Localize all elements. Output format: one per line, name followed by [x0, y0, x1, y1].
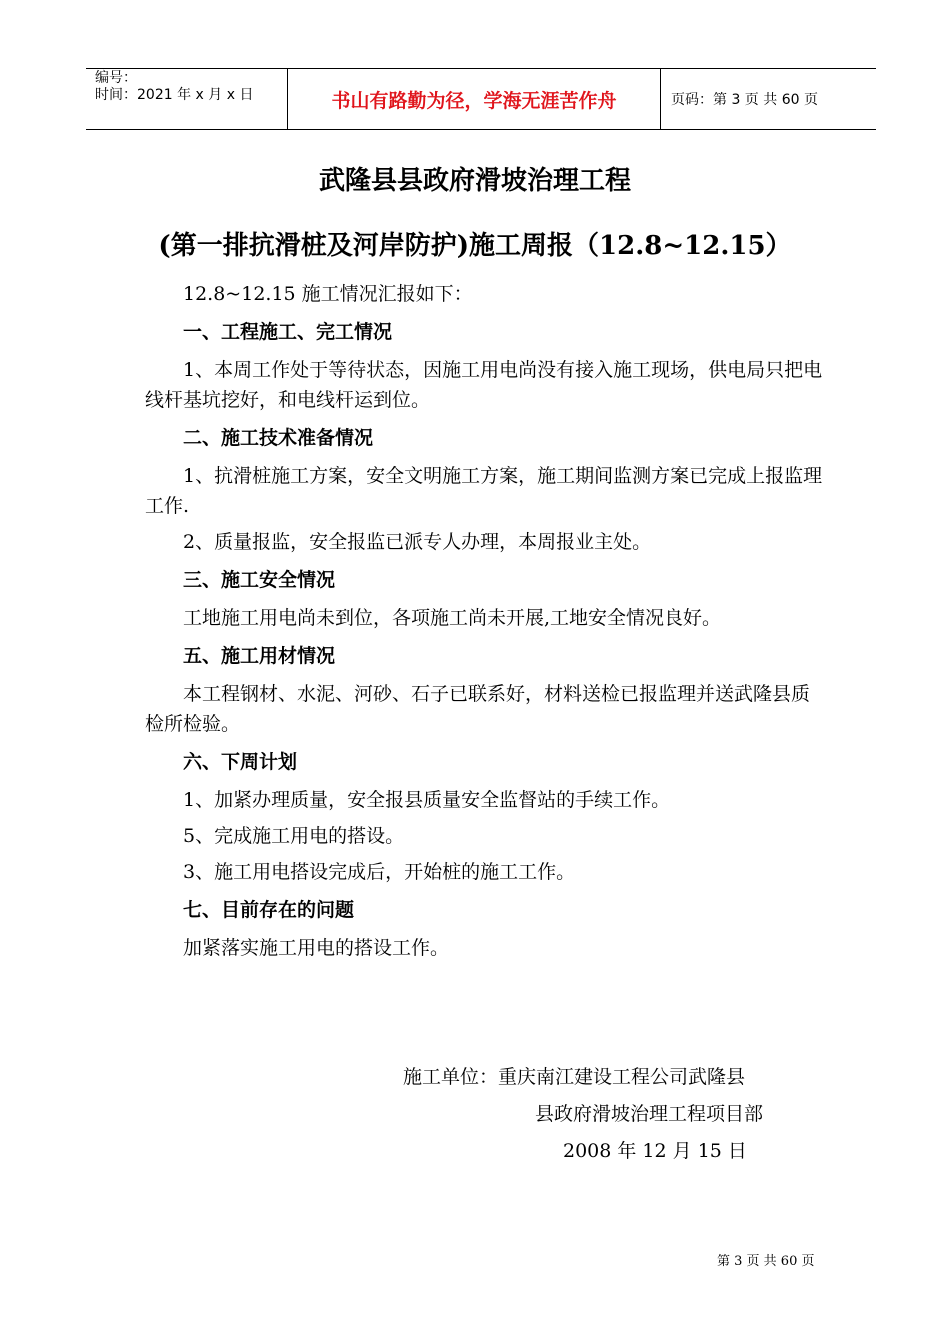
document-title: 武隆县县政府滑坡治理工程 — [318, 166, 631, 196]
section-paragraph: 1、加紧办理质量，安全报县质量安全监督站的手续工作。 — [183, 789, 671, 811]
id-label: 编号： — [95, 70, 137, 86]
signature-date: 2008 年 12 月 15 日 — [563, 1140, 747, 1162]
section-paragraph: 5、完成施工用电的搭设。 — [183, 825, 405, 847]
header-page-info: 页码：第 3 页 共 60 页 — [671, 92, 818, 108]
section-paragraph: 3、施工用电搭设完成后，开始桩的施工工作。 — [183, 861, 576, 883]
section-paragraph: 工地施工用电尚未到位，各项施工尚未开展,工地安全情况良好。 — [183, 607, 722, 629]
page-footer: 第 3 页 共 60 页 — [717, 1254, 815, 1269]
page-header — [86, 68, 876, 130]
section-paragraph: 1、本周工作处于等待状态，因施工用电尚没有接入施工现场，供电局只把电线杆基坑挖好，和电线杆运到位。 — [145, 359, 823, 411]
time-label: 时间：2021 年 x 月 x 日 — [95, 87, 254, 103]
header-meta — [86, 69, 288, 129]
signature-department: 县政府滑坡治理工程项目部 — [535, 1103, 764, 1125]
section-heading: 三、施工安全情况 — [183, 569, 336, 591]
section-heading: 五、施工用材情况 — [183, 645, 336, 667]
section-paragraph: 2、质量报监，安全报监已派专人办理，本周报业主处。 — [183, 531, 652, 553]
document-subtitle: (第一排抗滑桩及河岸防护)施工周报（12.8~12.15） — [158, 231, 792, 261]
report-body — [145, 273, 825, 969]
section-heading: 七、目前存在的问题 — [183, 899, 355, 921]
section-paragraph: 本工程钢材、水泥、河砂、石子已联系好，材料送检已报监理并送武隆县质检所检验。 — [145, 683, 811, 735]
section-heading: 二、施工技术准备情况 — [183, 427, 374, 449]
section-paragraph: 1、抗滑桩施工方案，安全文明施工方案，施工期间监测方案已完成上报监理工作. — [145, 465, 823, 517]
header-motto: 书山有路勤为径，学海无涯苦作舟 — [288, 69, 661, 129]
section-heading: 六、下周计划 — [183, 751, 298, 773]
signature-unit: 施工单位：重庆南江建设工程公司武隆县 — [403, 1066, 746, 1088]
section-heading: 一、工程施工、完工情况 — [183, 321, 393, 343]
intro-text: 12.8~12.15 施工情况汇报如下： — [183, 283, 473, 305]
section-paragraph: 加紧落实施工用电的搭设工作。 — [183, 937, 450, 959]
